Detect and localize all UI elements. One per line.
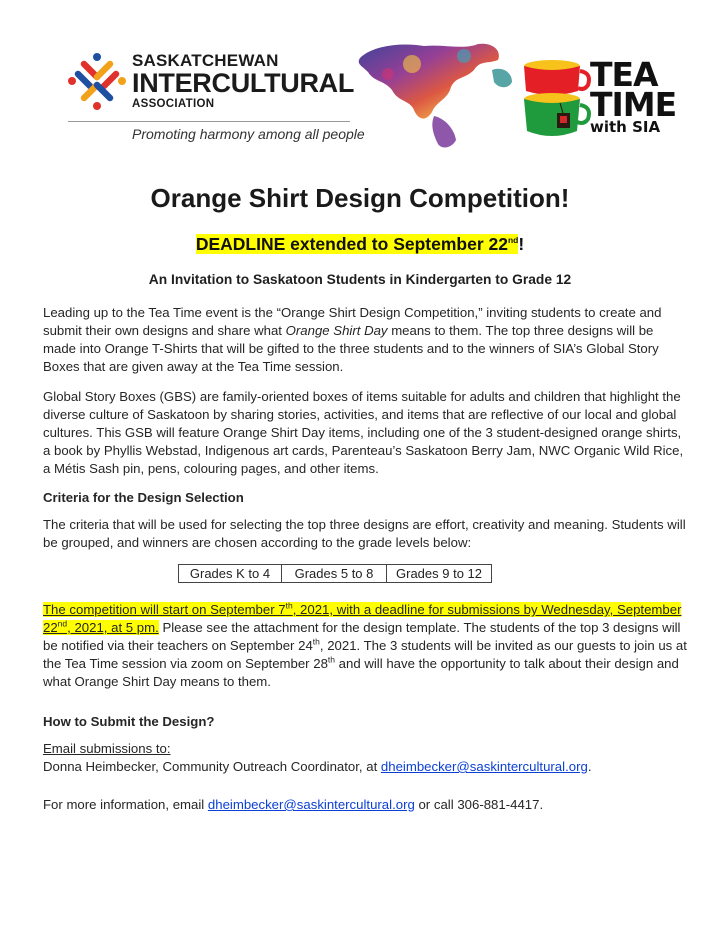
grade-cell: Grades 9 to 12	[387, 565, 492, 583]
schedule-rest-b: , 2021. The 3 students will be invited as our guests to join us at the Tea Time session via zoom on September 28	[43, 638, 687, 671]
tea-time-line2: TIME	[590, 84, 677, 124]
email-link[interactable]: dheimbecker@saskintercultural.org	[380, 759, 588, 774]
more-info-paragraph	[43, 796, 687, 814]
schedule-hl-b: , 2021, with a deadline for submissions by Wednesday, September 22	[43, 602, 682, 635]
logo-divider	[68, 121, 350, 122]
criteria-paragraph: The criteria that will be used for selecting the top three designs are effort, creativity and meaning. Students will be grouped, and winners are chosen according to the grade levels below:	[43, 517, 686, 550]
sia-name	[132, 52, 354, 111]
tea-time-line1: TEA	[590, 55, 658, 94]
sia-name-line2: INTERCULTURAL	[132, 68, 355, 98]
tea-time-logo	[590, 55, 677, 137]
schedule-hl-a: The competition will start on September 7	[43, 602, 286, 617]
ordinal: nd	[57, 618, 68, 629]
schedule-paragraph	[43, 601, 687, 691]
page-title: Orange Shirt Design Competition!	[150, 183, 570, 213]
criteria-heading: Criteria for the Design Selection	[43, 490, 244, 505]
deadline-banner	[0, 234, 720, 255]
schedule-hl-c: , 2021, at 5 pm.	[67, 620, 159, 635]
deadline-text	[196, 234, 519, 254]
more-info-after: or call 306-881-4417.	[414, 797, 544, 812]
schedule-rest-c: and will have the opportunity to talk about their design and what Orange Shirt Day means to them.	[43, 656, 679, 689]
intro-paragraph	[43, 304, 687, 376]
deadline-end: !	[518, 234, 525, 254]
deadline-main: DEADLINE extended to September 22	[195, 234, 508, 254]
more-info-before: For more information, email	[43, 797, 208, 812]
invitation-subtitle: An Invitation to Saskatoon Students in Kindergarten to Grade 12	[148, 272, 572, 287]
tea-cups-icon	[516, 55, 592, 143]
tea-time-line3: with SIA	[590, 118, 661, 137]
ordinal: th	[312, 636, 320, 647]
story-boxes-paragraph: Global Story Boxes (GBS) are family-oriented boxes of items suitable for adults and children that highlight the diverse culture of Saskatoon by sharing stories, activities, and items that are reflective of our local and global cultures. This GSB will feature Orange Shirt Day items, including one of the 3 student-designed orange shirts, a book by Phyllis Webstad, Indigenous art cards, Parenteau’s Saskatoon Berry Jam, NWC Organic Wild Rice, a Métis Sash pin, pens, colouring pages, and other items.	[43, 389, 684, 476]
tagline: Promoting harmony among all people	[132, 126, 365, 142]
more-info-email-link[interactable]: dheimbecker@saskintercultural.org	[207, 797, 415, 812]
ordinal: th	[285, 600, 293, 611]
grade-levels-table	[178, 564, 492, 583]
world-map-image	[352, 40, 517, 152]
ordinal: th	[327, 654, 336, 665]
email-label: Email submissions to:	[43, 741, 171, 756]
intro-text-a: Leading up to the Tea Time event is the “Orange Shirt Design Competition,” inviting students to create and submit their own designs and share what	[43, 305, 662, 338]
sia-name-line3: ASSOCIATION	[132, 98, 215, 110]
grade-cell: Grades 5 to 8	[282, 565, 387, 583]
sia-name-line1: SASKATCHEWAN	[132, 51, 279, 70]
schedule-rest-a: Please see the attachment for the design template. The students of the top 3 designs will be notified via their teachers on September 24	[43, 620, 681, 653]
email-end: .	[587, 759, 592, 774]
email-submission-block	[43, 740, 687, 776]
sia-logo-icon	[66, 50, 128, 112]
table-row	[179, 565, 492, 583]
deadline-ordinal: nd	[507, 235, 519, 246]
submit-heading: How to Submit the Design?	[43, 714, 215, 729]
email-contact: Donna Heimbecker, Community Outreach Coordinator, at	[43, 759, 381, 774]
intro-italic: Orange Shirt Day	[285, 323, 388, 338]
grade-cell: Grades K to 4	[179, 565, 282, 583]
header-banner	[0, 0, 720, 160]
intro-text-b: means to them. The top three designs will be made into Orange T-Shirts that will be gifted to the three students and to the winners of SIA’s Global Story Boxes that are given away at the Tea Time session.	[43, 323, 659, 374]
